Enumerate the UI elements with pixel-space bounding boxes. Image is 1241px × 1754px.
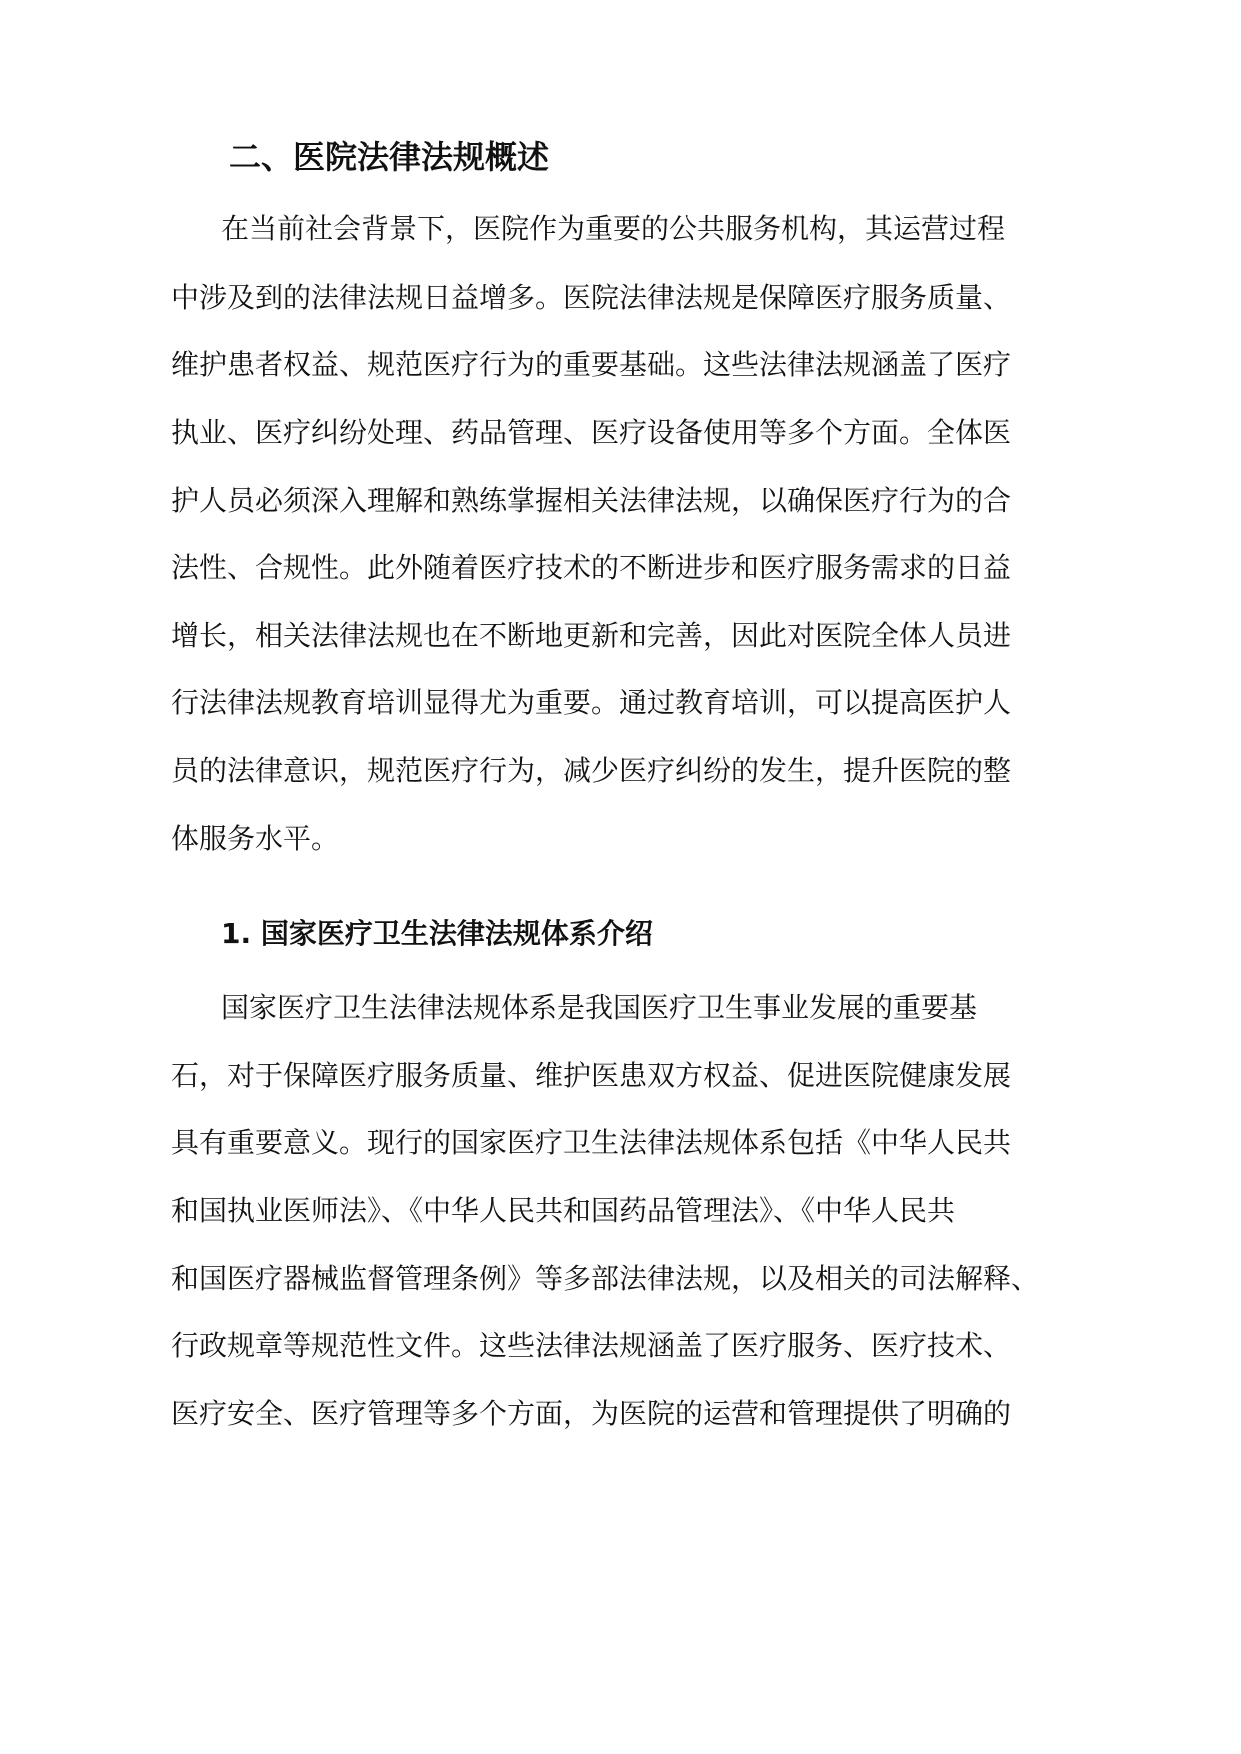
paragraph-1-line: 法性、合规性。此外随着医疗技术的不断进步和医疗服务需求的日益 xyxy=(171,551,1012,584)
paragraph-2-line: 和国医疗器械监督管理条例》等多部法律法规，以及相关的司法解释、 xyxy=(171,1262,1040,1295)
paragraph-2-line: 石，对于保障医疗服务质量、维护医患双方权益、促进医院健康发展 xyxy=(171,1059,1012,1092)
paragraph-1-line: 执业、医疗纠纷处理、药品管理、医疗设备使用等多个方面。全体医 xyxy=(171,416,1012,449)
paragraph-2-line: 具有重要意义。现行的国家医疗卫生法律法规体系包括《中华人民共 xyxy=(171,1126,1012,1159)
paragraph-1-line: 在当前社会背景下，医院作为重要的公共服务机构，其运营过程 xyxy=(221,212,1006,245)
paragraph-2-line: 医疗安全、医疗管理等多个方面，为医院的运营和管理提供了明确的 xyxy=(171,1397,1012,1430)
paragraph-1-line: 维护患者权益、规范医疗行为的重要基础。这些法律法规涵盖了医疗 xyxy=(171,348,1012,381)
paragraph-1-line: 增长，相关法律法规也在不断地更新和完善，因此对医院全体人员进 xyxy=(171,619,1012,652)
paragraph-1-line: 体服务水平。 xyxy=(171,822,340,855)
paragraph-1-line: 员的法律意识，规范医疗行为，减少医疗纠纷的发生，提升医院的整 xyxy=(171,754,1012,787)
paragraph-2-line: 国家医疗卫生法律法规体系是我国医疗卫生事业发展的重要基 xyxy=(221,991,978,1024)
subsection-heading: 1. 国家医疗卫生法律法规体系介绍 xyxy=(221,917,653,950)
section-heading: 二、医院法律法规概述 xyxy=(229,138,550,176)
paragraph-1-line: 行法律法规教育培训显得尤为重要。通过教育培训，可以提高医护人 xyxy=(171,686,1012,719)
paragraph-2-line: 行政规章等规范性文件。这些法律法规涵盖了医疗服务、医疗技术、 xyxy=(171,1329,1012,1362)
paragraph-1-line: 护人员必须深入理解和熟练掌握相关法律法规，以确保医疗行为的合 xyxy=(171,484,1012,517)
paragraph-2-line: 和国执业医师法》、《中华人民共和国药品管理法》、《中华人民共 xyxy=(171,1194,956,1227)
paragraph-1-line: 中涉及到的法律法规日益增多。医院法律法规是保障医疗服务质量、 xyxy=(171,281,1012,314)
